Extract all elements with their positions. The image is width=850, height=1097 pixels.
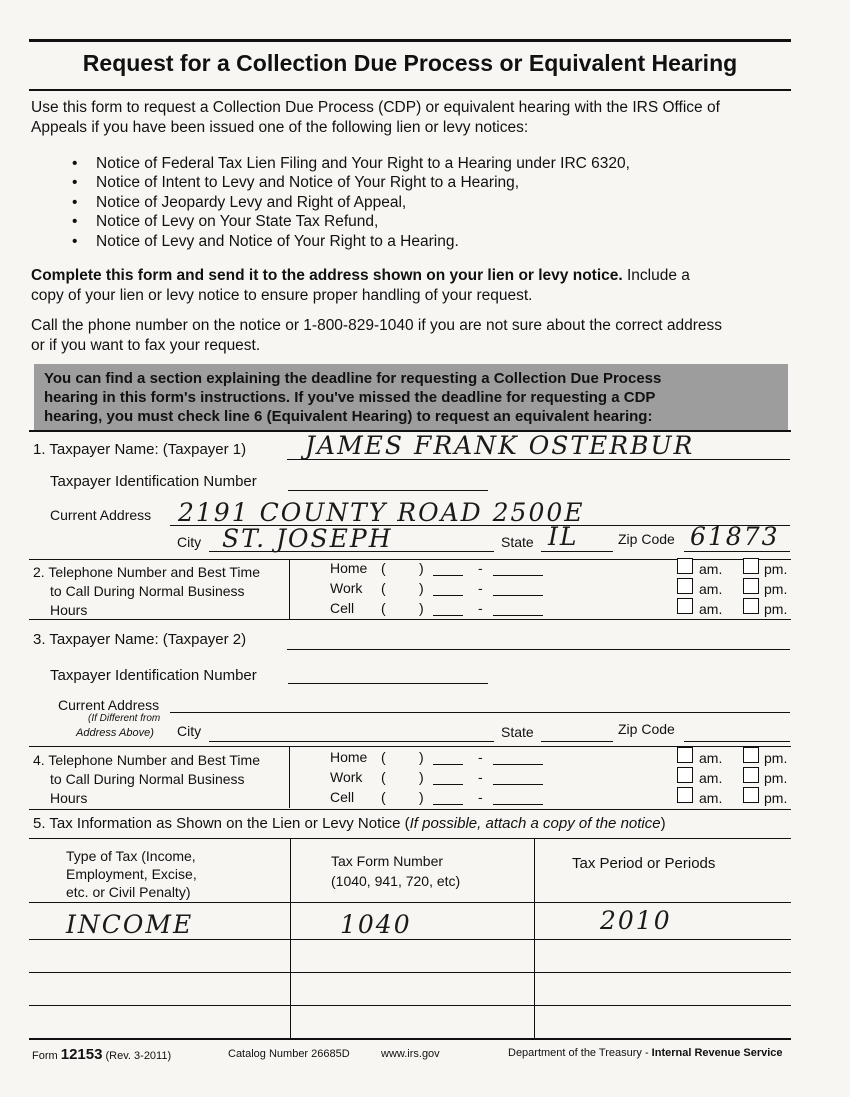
dash: - (478, 600, 483, 616)
sec3-state-label: State (501, 724, 534, 740)
title-rule (29, 89, 791, 91)
banner-text: You can find a section explaining the deadline for requesting a Collection Due Process hearing in this form's instructions. If you've missed the deadline for requesting a CDP hearing, you must check line 6 (Equivalent Hearing) to request an equivalent hearing: (44, 370, 662, 425)
pm-checkbox[interactable] (743, 598, 759, 614)
sec5-top-rule (29, 809, 791, 810)
pm-checkbox[interactable] (743, 767, 759, 783)
intro-line-1: Use this form to request a Collection Due Process (CDP) or equivalent hearing with the IRS Office of (31, 99, 720, 116)
top-rule (29, 39, 791, 42)
paren-close: ) (419, 749, 424, 765)
sec3-addr-label: Current Address (58, 697, 160, 713)
sec1-state-value[interactable]: IL (548, 522, 579, 551)
phone-work-label: Work (330, 769, 363, 785)
am-checkbox[interactable] (677, 747, 693, 763)
sec5-tax-period-value[interactable]: 2010 (600, 906, 672, 935)
sec5-form-number-value[interactable]: 1040 (340, 910, 412, 939)
intro-text (31, 98, 801, 138)
paren-open: ( (381, 580, 386, 596)
pm-checkbox[interactable] (743, 787, 759, 803)
pm-label: pm. (764, 561, 788, 577)
notice-list (72, 154, 630, 251)
phone-home-line[interactable] (433, 575, 463, 576)
am-checkbox[interactable] (677, 558, 693, 574)
am-label: am. (699, 561, 723, 577)
sec5-col-divider-2 (534, 838, 535, 1038)
paren-open: ( (381, 789, 386, 805)
sec3-top-rule (29, 619, 791, 620)
sec1-tin-line[interactable] (288, 490, 488, 491)
phone-home-line[interactable] (493, 764, 543, 765)
pm-checkbox[interactable] (743, 578, 759, 594)
notice-item: • Notice of Jeopardy Levy and Right of Appeal, (72, 193, 630, 212)
sec1-zip-line (684, 551, 790, 552)
sec3-city-label: City (177, 723, 202, 739)
form-title: Request for a Collection Due Process or Equivalent Hearing (82, 50, 738, 76)
sec5-col-divider-1 (290, 838, 291, 1038)
sec1-addr-value[interactable]: 2191 COUNTY ROAD 2500E (178, 498, 585, 527)
am-label: am. (699, 581, 723, 597)
phone-home-line[interactable] (433, 764, 463, 765)
sec1-city-value[interactable]: ST. JOSEPH (222, 524, 393, 553)
sec4-divider (289, 746, 290, 808)
phone-home-label: Home (330, 749, 368, 765)
sec4-label: 4. Telephone Number and Best Time to Call During Normal Business Hours (33, 752, 260, 806)
paren-close: ) (419, 580, 424, 596)
sec5-label: 5. Tax Information as Shown on the Lien or Levy Notice (If possible, attach a copy of the notice) (33, 815, 666, 832)
notice-item: • Notice of Levy on Your State Tax Refund, (72, 212, 630, 231)
pm-label: pm. (764, 750, 788, 766)
paren-open: ( (381, 749, 386, 765)
sec1-state-label: State (501, 534, 534, 550)
phone-cell-line[interactable] (493, 615, 543, 616)
department: Department of the Treasury - Internal Revenue Service (508, 1047, 783, 1059)
sec5-row-rule (29, 1005, 791, 1006)
sec1-name-value[interactable]: JAMES FRANK OSTERBUR (305, 431, 695, 460)
sec5-row-rule (29, 939, 791, 940)
phone-cell-label: Cell (330, 789, 355, 805)
phone-work-label: Work (330, 580, 363, 596)
call-instructions: Call the phone number on the notice or 1-800-829-1040 if you are not sure about the correct address or if you want to fax your request. (31, 317, 723, 354)
sec5-tax-type-value[interactable]: INCOME (66, 910, 194, 939)
sec3-addr-note: Address Above) (76, 727, 154, 739)
phone-work-line[interactable] (433, 784, 463, 785)
dash: - (478, 789, 483, 805)
phone-work-line[interactable] (433, 595, 463, 596)
sec2-divider (289, 559, 290, 619)
footer-rule (29, 1038, 791, 1040)
sec3-state-line[interactable] (541, 741, 613, 742)
am-label: am. (699, 601, 723, 617)
phone-home-label: Home (330, 560, 368, 576)
sec3-name-line[interactable] (287, 649, 790, 650)
pm-checkbox[interactable] (743, 747, 759, 763)
pm-label: pm. (764, 770, 788, 786)
complete-instructions: Complete this form and send it to the address shown on your lien or levy notice. Include a copy of your lien or levy notice to ensure proper handling of your request. (31, 267, 690, 304)
am-checkbox[interactable] (677, 598, 693, 614)
sec5-row-rule (29, 972, 791, 973)
sec1-zip-value[interactable]: 61873 (690, 522, 780, 551)
am-label: am. (699, 790, 723, 806)
intro-line-2: Appeals if you have been issued one of the following lien or levy notices: (31, 119, 529, 136)
phone-cell-label: Cell (330, 600, 355, 616)
sec1-city-label: City (177, 534, 202, 550)
pm-checkbox[interactable] (743, 558, 759, 574)
paren-close: ) (419, 560, 424, 576)
dash: - (478, 580, 483, 596)
sec5-col3-header: Tax Period or Periods (572, 855, 716, 872)
sec3-city-line[interactable] (209, 741, 494, 742)
sec3-addr-line[interactable] (170, 712, 790, 713)
notice-item: • Notice of Levy and Notice of Your Right to a Hearing. (72, 232, 630, 251)
am-label: am. (699, 750, 723, 766)
sec1-tin-label: Taxpayer Identification Number (50, 473, 257, 490)
pm-label: pm. (764, 581, 788, 597)
deadline-banner (34, 364, 788, 430)
phone-work-line[interactable] (493, 784, 543, 785)
notice-item: • Notice of Federal Tax Lien Filing and Your Right to a Hearing under IRC 6320, (72, 154, 630, 173)
sec5-col1-header: Type of Tax (Income, Employment, Excise, etc. or Civil Penalty) (66, 848, 197, 900)
paren-close: ) (419, 600, 424, 616)
sec3-tin-label: Taxpayer Identification Number (50, 667, 257, 684)
notice-item: • Notice of Intent to Levy and Notice of Your Right to a Hearing, (72, 173, 630, 192)
phone-cell-line[interactable] (493, 804, 543, 805)
paren-close: ) (419, 789, 424, 805)
sec3-zip-line[interactable] (684, 741, 790, 742)
dash: - (478, 560, 483, 576)
sec5-header-rule (29, 838, 791, 839)
sec2-label: 2. Telephone Number and Best Time to Call During Normal Business Hours (33, 564, 260, 618)
sec1-addr-label: Current Address (50, 507, 152, 523)
am-checkbox[interactable] (677, 767, 693, 783)
dash: - (478, 769, 483, 785)
am-label: am. (699, 770, 723, 786)
pm-label: pm. (764, 790, 788, 806)
form-number: Form 12153 (Rev. 3-2011) (32, 1046, 172, 1063)
paren-open: ( (381, 769, 386, 785)
dash: - (478, 749, 483, 765)
sec3-addr-note: (If Different from (88, 713, 161, 724)
catalog-number: Catalog Number 26685D (228, 1048, 350, 1060)
sec5-col2-header: Tax Form Number (1040, 941, 720, etc) (331, 853, 461, 889)
paren-close: ) (419, 769, 424, 785)
complete-bold: Complete this form and send it to the address shown on your lien or levy notice. (31, 267, 623, 284)
irs-website: www.irs.gov (381, 1048, 440, 1060)
sec1-name-label: 1. Taxpayer Name: (Taxpayer 1) (33, 441, 247, 458)
am-checkbox[interactable] (677, 578, 693, 594)
paren-open: ( (381, 560, 386, 576)
sec1-zip-label: Zip Code (618, 531, 675, 547)
sec5-row-rule (29, 902, 791, 903)
paren-open: ( (381, 600, 386, 616)
phone-cell-line[interactable] (433, 615, 463, 616)
sec3-zip-label: Zip Code (618, 721, 675, 737)
phone-work-line[interactable] (493, 595, 543, 596)
sec3-name-label: 3. Taxpayer Name: (Taxpayer 2) (33, 631, 247, 648)
phone-cell-line[interactable] (433, 804, 463, 805)
phone-home-line[interactable] (493, 575, 543, 576)
sec1-state-line (541, 551, 613, 552)
pm-label: pm. (764, 601, 788, 617)
sec3-tin-line[interactable] (288, 683, 488, 684)
am-checkbox[interactable] (677, 787, 693, 803)
